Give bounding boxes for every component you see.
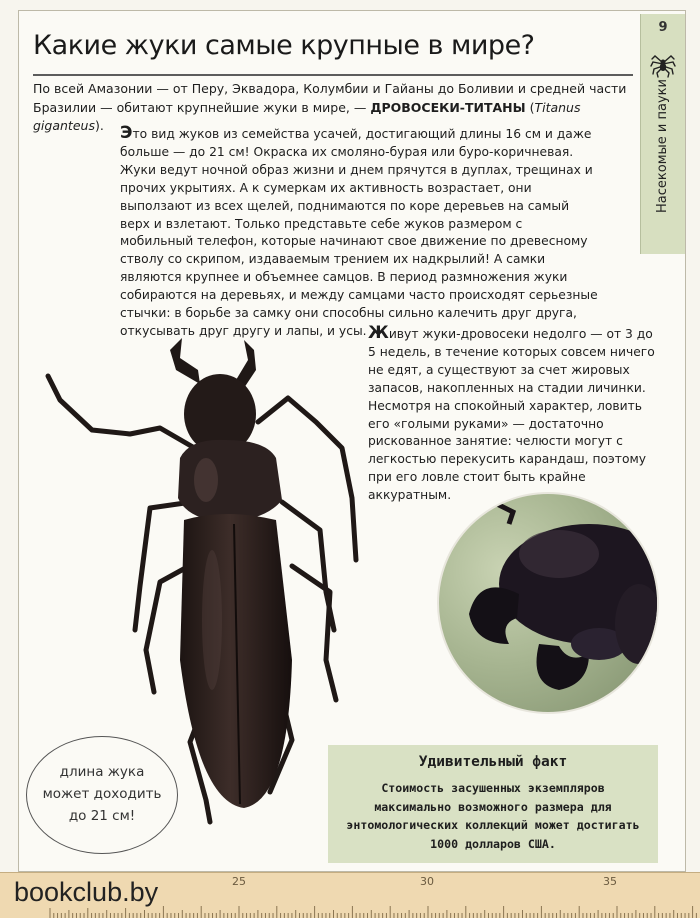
intro-highlight: ДРОВОСЕКИ-ТИТАНЫ [370,99,526,115]
section-tab [640,14,685,254]
size-callout-bubble [26,736,178,854]
intro-latin-close: ). [94,118,104,133]
fact-text: Стоимость засушенных экземпляров максимально возможного размера для энтомологических коллекций может достигать 1000 долларов США. [346,781,640,851]
ruler-label: 35 [603,875,617,888]
callout-line: может доходить [42,786,162,802]
watermark: bookclub.by [10,877,162,908]
section-label: Насекомые и пауки [655,79,670,213]
mandibles-closeup-photo [437,492,659,714]
page-title: Какие жуки самые крупные в мире? [33,30,535,61]
intro-latin-name: Titanus giganteus [33,99,581,133]
fact-title: Удивительный факт [418,754,568,770]
dropcap: Э [120,123,133,143]
callout-text [27,761,177,827]
amazing-fact-box [328,745,658,863]
intro-latin-open: ( [525,99,535,115]
intro-text: По всей Амазонии — от Перу, Эквадора, Колумбии и Гайаны до Боливии и средней части Бразилии — обитают крупнейшие жуки в мире, — [33,81,627,115]
ruler-label: 30 [420,875,434,888]
callout-line: длина жука [59,764,145,780]
ruler-label: 25 [232,875,246,888]
main-paragraph [120,123,598,341]
lifespan-paragraph [368,323,658,505]
page-number: 9 [658,20,668,35]
title-divider [33,74,633,76]
paragraph-text: ивут жуки-дровосеки недолго — от 3 до 5 недель, в течение которых совсем ничего не едят, а существуют за счет жировых запасов, накопленных на стадии личинки. Несмотря на спокойный характер, ловить его «голыми руками» — достаточно рискованное занятие: челюсти могут с легкостью перекусить карандаш, поэтому при его ловле стоит быть крайне аккуратным. [368,327,655,503]
callout-line: до 21 см! [68,808,136,824]
paragraph-text: то вид жуков из семейства усачей, достигающий длины 16 см и даже больше — до 21 см! Окраска их смоляно-бурая или буро-коричневая. Жуки ведут ночной образ жизни и днем прячутся в дуплах, трещинах и прочих укрытиях. А к сумеркам их активность возрастает, они выползают из всех щелей, поднимаются по коре деревьев на самый верх и взлетают. Только представьте себе жуков размером с мобильный телефон, которые начинают свое движение по древесному стволу со скрипом, издаваемым трением их надкрылий! А самки являются крупнее и объемнее самцов. В период размножения жуки собираются на деревьях, и между самцами часто происходят серьезные стычки: в борьбе за самку они способны сильно калечить друг друга, откусывать друг другу и лапы, и усы. [120,127,598,338]
dropcap: Ж [368,323,389,343]
